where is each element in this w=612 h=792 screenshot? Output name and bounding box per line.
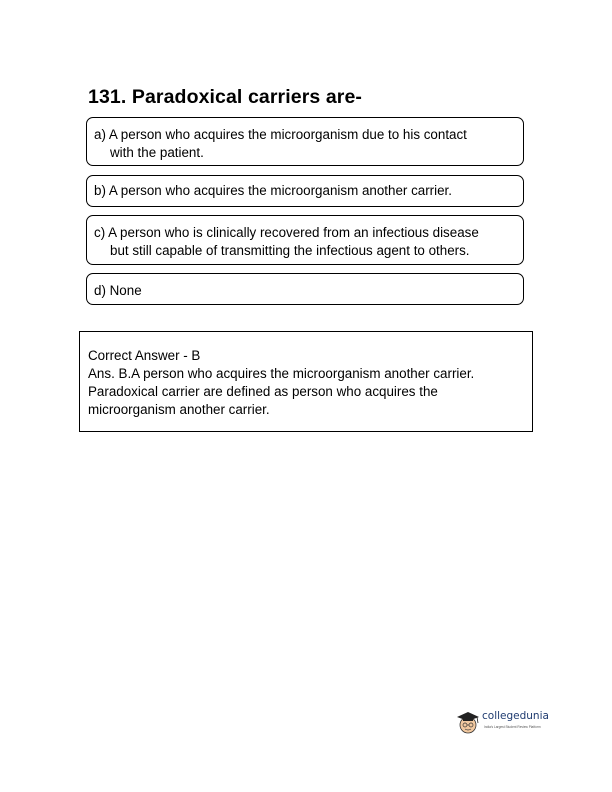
option-d[interactable] xyxy=(86,273,524,305)
answer-explanation-line1: Ans. B.A person who acquires the microorganism another carrier. xyxy=(88,366,475,381)
answer-text xyxy=(88,347,474,419)
logo-tagline: India's Largest Student Review Platform xyxy=(484,725,541,729)
option-a-line1: a) A person who acquires the microorganism due to his contact xyxy=(94,127,467,142)
option-d-text xyxy=(94,282,142,300)
correct-answer-label: Correct Answer - B xyxy=(88,348,201,363)
collegedunia-logo xyxy=(455,707,560,737)
answer-explanation-line2: Paradoxical carrier are defined as person who acquires the xyxy=(88,384,438,399)
option-b-line1: b) A person who acquires the microorganism another carrier. xyxy=(94,183,453,198)
option-b[interactable] xyxy=(86,175,524,207)
option-a-text xyxy=(94,126,467,162)
option-a-line2: with the patient. xyxy=(110,145,204,160)
option-c-line2: but still capable of transmitting the infectious agent to others. xyxy=(110,243,470,258)
option-c[interactable] xyxy=(86,215,524,265)
question-title: 131. Paradoxical carriers are- xyxy=(88,86,363,108)
logo-brand-text: collegedunia xyxy=(482,710,549,722)
option-d-line1: d) None xyxy=(94,283,142,298)
option-b-text xyxy=(94,182,452,200)
graduate-mascot-icon xyxy=(455,709,481,735)
answer-explanation-line3: microorganism another carrier. xyxy=(88,402,270,417)
answer-box xyxy=(79,331,533,432)
option-c-line1: c) A person who is clinically recovered from an infectious disease xyxy=(94,225,479,240)
option-c-text xyxy=(94,224,479,260)
option-a[interactable] xyxy=(86,117,524,166)
